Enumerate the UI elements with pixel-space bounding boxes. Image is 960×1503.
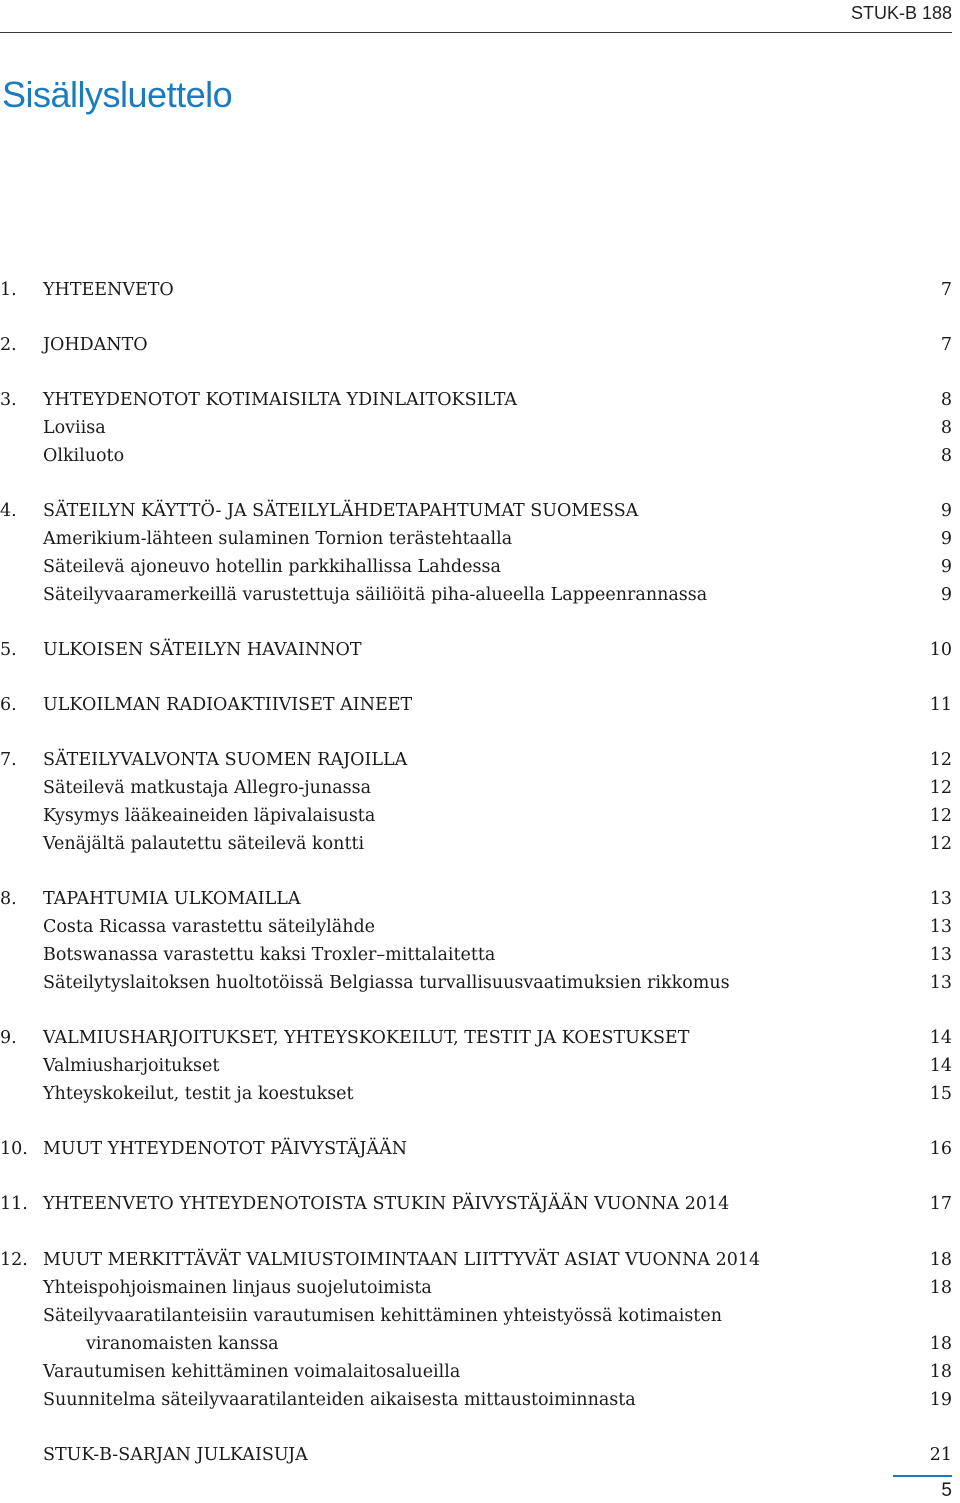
toc-entry-page: 14 — [929, 1028, 952, 1048]
toc-entry-page: 8 — [940, 390, 952, 410]
toc-entry-number: 1. — [0, 280, 17, 300]
toc-entry — [0, 802, 952, 830]
page-title: Sisällysluettelo — [2, 74, 233, 115]
toc-entry-page: 13 — [929, 889, 952, 909]
toc-entry-label: SÄTEILYN KÄYTTÖ- JA SÄTEILYLÄHDETAPAHTUMAT SUOMESSA — [43, 501, 639, 521]
toc-entry-page: 9 — [940, 585, 952, 605]
toc-entry-page: 16 — [929, 1139, 952, 1159]
toc-entry — [0, 941, 952, 969]
toc-entry — [0, 331, 952, 359]
toc-entry-number: 11. — [0, 1194, 28, 1214]
toc-entry-label: Amerikium-lähteen sulaminen Tornion terästehtaalla — [43, 529, 513, 549]
toc-entry-label: Olkiluoto — [43, 446, 125, 466]
toc-entry-page: 18 — [929, 1250, 952, 1270]
toc-entry-page: 21 — [929, 1445, 952, 1465]
series-tag: STUK-B 188 — [850, 3, 952, 23]
toc-entry-label: Säteilytyslaitoksen huoltotöissä Belgiassa turvallisuusvaatimuksien rikkomus — [43, 973, 730, 993]
toc-entry-page: 7 — [940, 335, 952, 355]
toc-entry — [0, 636, 952, 664]
toc-entry-label: Suunnitelma säteilyvaaratilanteiden aikaisesta mittaustoiminnasta — [43, 1390, 636, 1410]
toc-entry-label: Säteilyvaaratilanteisiin varautumisen kehittäminen yhteistyössä kotimaisten — [43, 1306, 722, 1326]
toc-entry — [0, 830, 952, 858]
toc-entry-page: 15 — [929, 1084, 952, 1104]
toc-entry — [0, 1080, 952, 1108]
toc-entry-label: MUUT YHTEYDENOTOT PÄIVYSTÄJÄÄN — [43, 1139, 408, 1159]
toc-entry-page: 18 — [929, 1278, 952, 1298]
toc-entry-page: 9 — [940, 501, 952, 521]
toc-entry-label: SÄTEILYVALVONTA SUOMEN RAJOILLA — [43, 750, 408, 770]
toc-entry-number: 3. — [0, 390, 17, 410]
toc-entry — [0, 1246, 952, 1274]
toc-entry-label: Loviisa — [43, 418, 106, 438]
toc-entry-label: ULKOILMAN RADIOAKTIIVISET AINEET — [43, 695, 413, 715]
toc-entry — [0, 1302, 952, 1330]
toc-entry-number: 12. — [0, 1250, 28, 1270]
toc-entry-label: YHTEENVETO YHTEYDENOTOISTA STUKIN PÄIVYSTÄJÄÄN VUONNA 2014 — [43, 1194, 730, 1214]
toc-entry — [0, 276, 952, 304]
toc-entry-label: JOHDANTO — [43, 335, 148, 355]
page-number: 5 — [941, 1480, 952, 1501]
toc-entry — [0, 1386, 952, 1414]
toc-entry — [0, 1274, 952, 1302]
toc-entry — [0, 969, 952, 997]
toc-entry-label: VALMIUSHARJOITUKSET, YHTEYSKOKEILUT, TESTIT JA KOESTUKSET — [43, 1028, 690, 1048]
toc-entry — [0, 386, 952, 414]
toc-entry-page: 12 — [929, 750, 952, 770]
toc-entry — [0, 1052, 952, 1080]
toc-entry-page: 8 — [940, 446, 952, 466]
toc-entry-page: 12 — [929, 778, 952, 798]
toc-entry-page: 9 — [940, 529, 952, 549]
toc-entry — [0, 1358, 952, 1386]
toc-entry-page: 12 — [929, 806, 952, 826]
toc-entry-label: ULKOISEN SÄTEILYN HAVAINNOT — [43, 640, 362, 660]
toc-entry-page: 19 — [929, 1390, 952, 1410]
toc-entry-label: YHTEENVETO — [43, 280, 174, 300]
toc-entry-page: 13 — [929, 917, 952, 937]
toc-entry-label: Säteilevä matkustaja Allegro-junassa — [43, 778, 372, 798]
toc-entry — [0, 581, 952, 609]
toc-entry-label: Varautumisen kehittäminen voimalaitosalueilla — [43, 1362, 461, 1382]
toc-entry-label: Yhteyskokeilut, testit ja koestukset — [43, 1084, 354, 1104]
toc-entry — [0, 774, 952, 802]
toc-entry-number: 10. — [0, 1139, 28, 1159]
toc-entry-page: 10 — [929, 640, 952, 660]
toc-entry — [0, 553, 952, 581]
toc-entry-page: 9 — [940, 557, 952, 577]
toc-entry-number: 7. — [0, 750, 17, 770]
toc-entry-label: STUK-B-SARJAN JULKAISUJA — [43, 1445, 308, 1465]
toc-entry-label: Kysymys lääkeaineiden läpivalaisusta — [43, 806, 376, 826]
toc-entry-page: 18 — [929, 1362, 952, 1382]
toc-entry — [0, 746, 952, 774]
toc-entry — [0, 691, 952, 719]
toc-entry-page: 7 — [940, 280, 952, 300]
footer-rule — [893, 1475, 952, 1477]
toc-entry — [0, 1190, 952, 1218]
toc-entry — [0, 1135, 952, 1163]
toc-entry-number: 4. — [0, 501, 17, 521]
toc-entry-label: TAPAHTUMIA ULKOMAILLA — [43, 889, 301, 909]
toc-entry — [0, 414, 952, 442]
toc-entry-label: Yhteispohjoismainen linjaus suojelutoimista — [43, 1278, 432, 1298]
toc-entry-label: viranomaisten kanssa — [86, 1334, 279, 1354]
toc-entry-label: Valmiusharjoitukset — [43, 1056, 220, 1076]
toc-entry — [0, 885, 952, 913]
toc-entry-label: Säteilevä ajoneuvo hotellin parkkihallissa Lahdessa — [43, 557, 501, 577]
toc-entry-number: 2. — [0, 335, 17, 355]
toc-entry-page: 13 — [929, 973, 952, 993]
toc-entry-page: 12 — [929, 834, 952, 854]
toc-entry-number: 8. — [0, 889, 17, 909]
header-rule — [0, 32, 952, 33]
toc-entry-label: YHTEYDENOTOT KOTIMAISILTA YDINLAITOKSILTA — [43, 390, 518, 410]
toc-entry-number: 5. — [0, 640, 17, 660]
toc-entry-number: 6. — [0, 695, 17, 715]
toc-entry — [0, 1330, 952, 1358]
toc-entry-number: 9. — [0, 1028, 17, 1048]
toc-entry-page: 14 — [929, 1056, 952, 1076]
toc-entry — [0, 497, 952, 525]
toc-entry-page: 8 — [940, 418, 952, 438]
toc-entry-label: Costa Ricassa varastettu säteilylähde — [43, 917, 376, 937]
toc-entry — [0, 913, 952, 941]
toc-entry-label: Botswanassa varastettu kaksi Troxler–mittalaitetta — [43, 945, 496, 965]
toc-entry-page: 11 — [929, 695, 952, 715]
toc-entry — [0, 525, 952, 553]
toc-entry — [0, 1024, 952, 1052]
toc-entry — [0, 1441, 952, 1469]
toc-entry-label: Venäjältä palautettu säteilevä kontti — [43, 834, 365, 854]
toc-entry-label: MUUT MERKITTÄVÄT VALMIUSTOIMINTAAN LIITTYVÄT ASIAT VUONNA 2014 — [43, 1250, 761, 1270]
toc-entry — [0, 442, 952, 470]
toc-entry-page: 18 — [929, 1334, 952, 1354]
toc-entry-page: 13 — [929, 945, 952, 965]
toc-entry-page: 17 — [929, 1194, 952, 1214]
toc-entry-label: Säteilyvaaramerkeillä varustettuja säiliöitä piha-alueella Lappeenrannassa — [43, 585, 708, 605]
